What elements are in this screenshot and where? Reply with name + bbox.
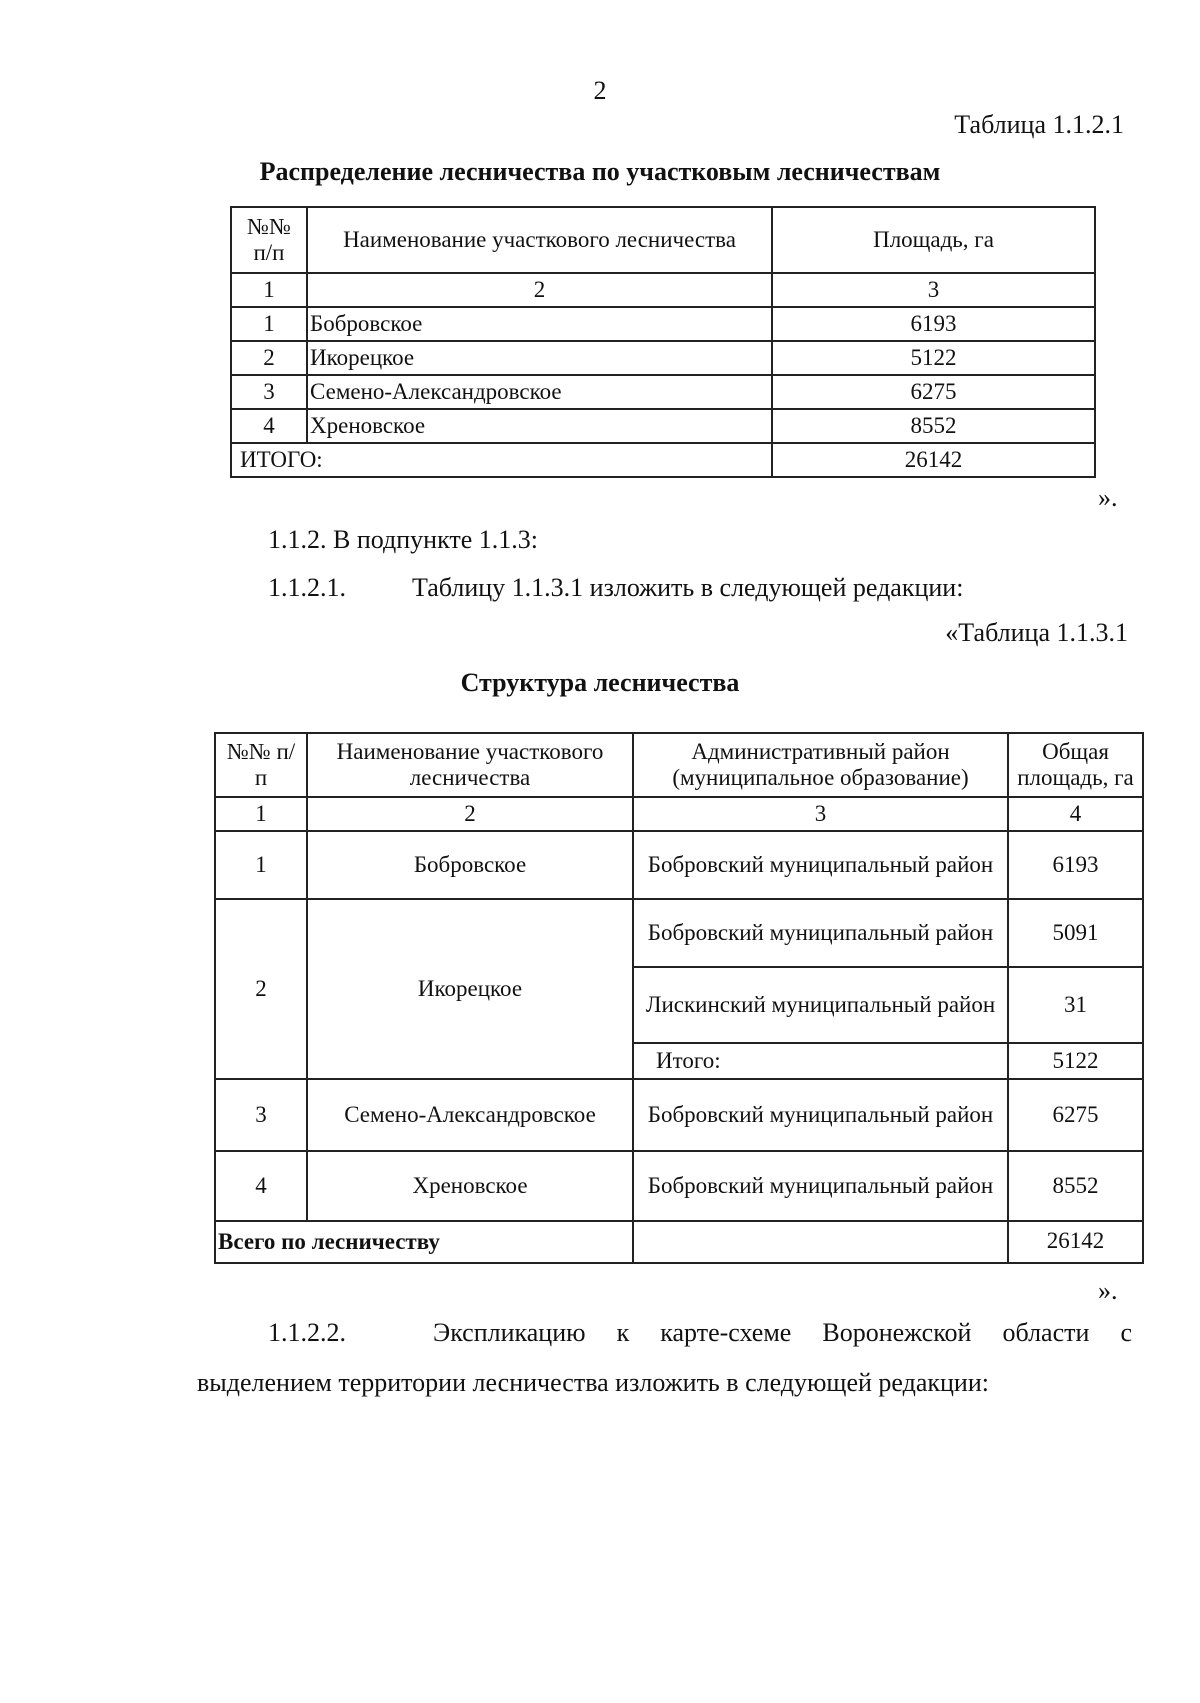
table1-colnum-row [231,273,1095,307]
row-num: 3 [215,1079,307,1151]
row-name: Хреновское [307,409,772,443]
table2-colnum: 2 [307,797,633,831]
row-num: 1 [231,307,307,341]
table2-header-num: №№ п/п [215,733,307,797]
table2-header-district: Административный район (муниципальное образование) [633,733,1008,797]
row-num: 4 [231,409,307,443]
table-row [215,1151,1143,1221]
table1-label: Таблица 1.1.2.1 [954,110,1124,139]
row-num: 2 [215,899,307,1079]
paragraph-1-1-2: 1.1.2. В подпункте 1.1.3: [268,525,538,554]
subtotal-label: Итого: [633,1043,1008,1079]
paragraph-word: Экспликацию [433,1318,586,1347]
row-name: Икорецкое [307,341,772,375]
row-area: 31 [1008,967,1143,1043]
paragraph-word: области [1002,1318,1090,1347]
total-value: 26142 [772,443,1095,477]
table1-colnum: 1 [231,273,307,307]
table2-colnum-row [215,797,1143,831]
paragraph-text: Таблицу 1.1.3.1 изложить в следующей редакции: [412,573,964,602]
subtotal-value: 5122 [1008,1043,1143,1079]
row-district: Бобровский муниципальный район [633,1151,1008,1221]
table1-colnum: 2 [307,273,772,307]
row-area: 6193 [772,307,1095,341]
table1-header-row [231,207,1095,273]
table2-header-row [215,733,1143,797]
row-district: Бобровский муниципальный район [633,1079,1008,1151]
row-area: 5122 [772,341,1095,375]
table2-title: Структура лесничества [460,668,740,697]
table-row [215,831,1143,899]
total-value: 26142 [1008,1221,1143,1263]
row-num: 1 [215,831,307,899]
table2-colnum: 4 [1008,797,1143,831]
paragraph-1-1-2-2 [268,1318,1132,1348]
paragraph-word: Воронежской [822,1318,972,1347]
row-area: 6193 [1008,831,1143,899]
row-district: Бобровский муниципальный район [633,899,1008,967]
row-num: 2 [231,341,307,375]
row-num: 4 [215,1151,307,1221]
table-row [231,341,1095,375]
row-name: Хреновское [307,1151,633,1221]
table-row [231,375,1095,409]
table1-colnum: 3 [772,273,1095,307]
row-area: 8552 [772,409,1095,443]
table1-header-name: Наименование участкового лесничества [307,207,772,273]
table2-colnum: 1 [215,797,307,831]
total-label: Всего по лесничеству [215,1221,633,1263]
row-area: 6275 [1008,1079,1143,1151]
table2-total-row [215,1221,1143,1263]
row-name: Бобровское [307,831,633,899]
row-name: Икорецкое [307,899,633,1079]
paragraph-number: 1.1.2.2. [268,1318,346,1347]
table1 [230,206,1096,478]
paragraph-word: с [1120,1318,1132,1347]
table2-header-area: Общая площадь, га [1008,733,1143,797]
row-num: 3 [231,375,307,409]
empty-cell [633,1221,1008,1263]
table2-header-name: Наименование участкового лесничества [307,733,633,797]
row-name: Семено-Александровское [307,1079,633,1151]
table1-header-area: Площадь, га [772,207,1095,273]
paragraph-word: карте-схеме [660,1318,792,1347]
table2-label: «Таблица 1.1.3.1 [945,618,1128,647]
row-district: Лискинский муниципальный район [633,967,1008,1043]
page-number: 2 [593,76,607,105]
table1-title: Распределение лесничества по участковым лесничествам [259,157,941,186]
row-district: Бобровский муниципальный район [633,831,1008,899]
paragraph-number: 1.1.2.1. [268,573,346,602]
paragraph-continuation: выделением территории лесничества изложить в следующей редакции: [197,1368,989,1397]
row-area: 6275 [772,375,1095,409]
table1-header-num: №№ п/п [231,207,307,273]
row-area: 5091 [1008,899,1143,967]
table2-colnum: 3 [633,797,1008,831]
table-row [231,307,1095,341]
paragraph-word: к [616,1318,630,1347]
table-row [215,1079,1143,1151]
closing-quote: ». [1098,1276,1118,1305]
table2 [214,732,1144,1264]
row-name: Семено-Александровское [307,375,772,409]
row-name: Бобровское [307,307,772,341]
table-row [231,409,1095,443]
row-area: 8552 [1008,1151,1143,1221]
total-label: ИТОГО: [231,443,772,477]
table-row [215,899,1143,967]
table1-total-row [231,443,1095,477]
closing-quote: ». [1098,483,1118,512]
